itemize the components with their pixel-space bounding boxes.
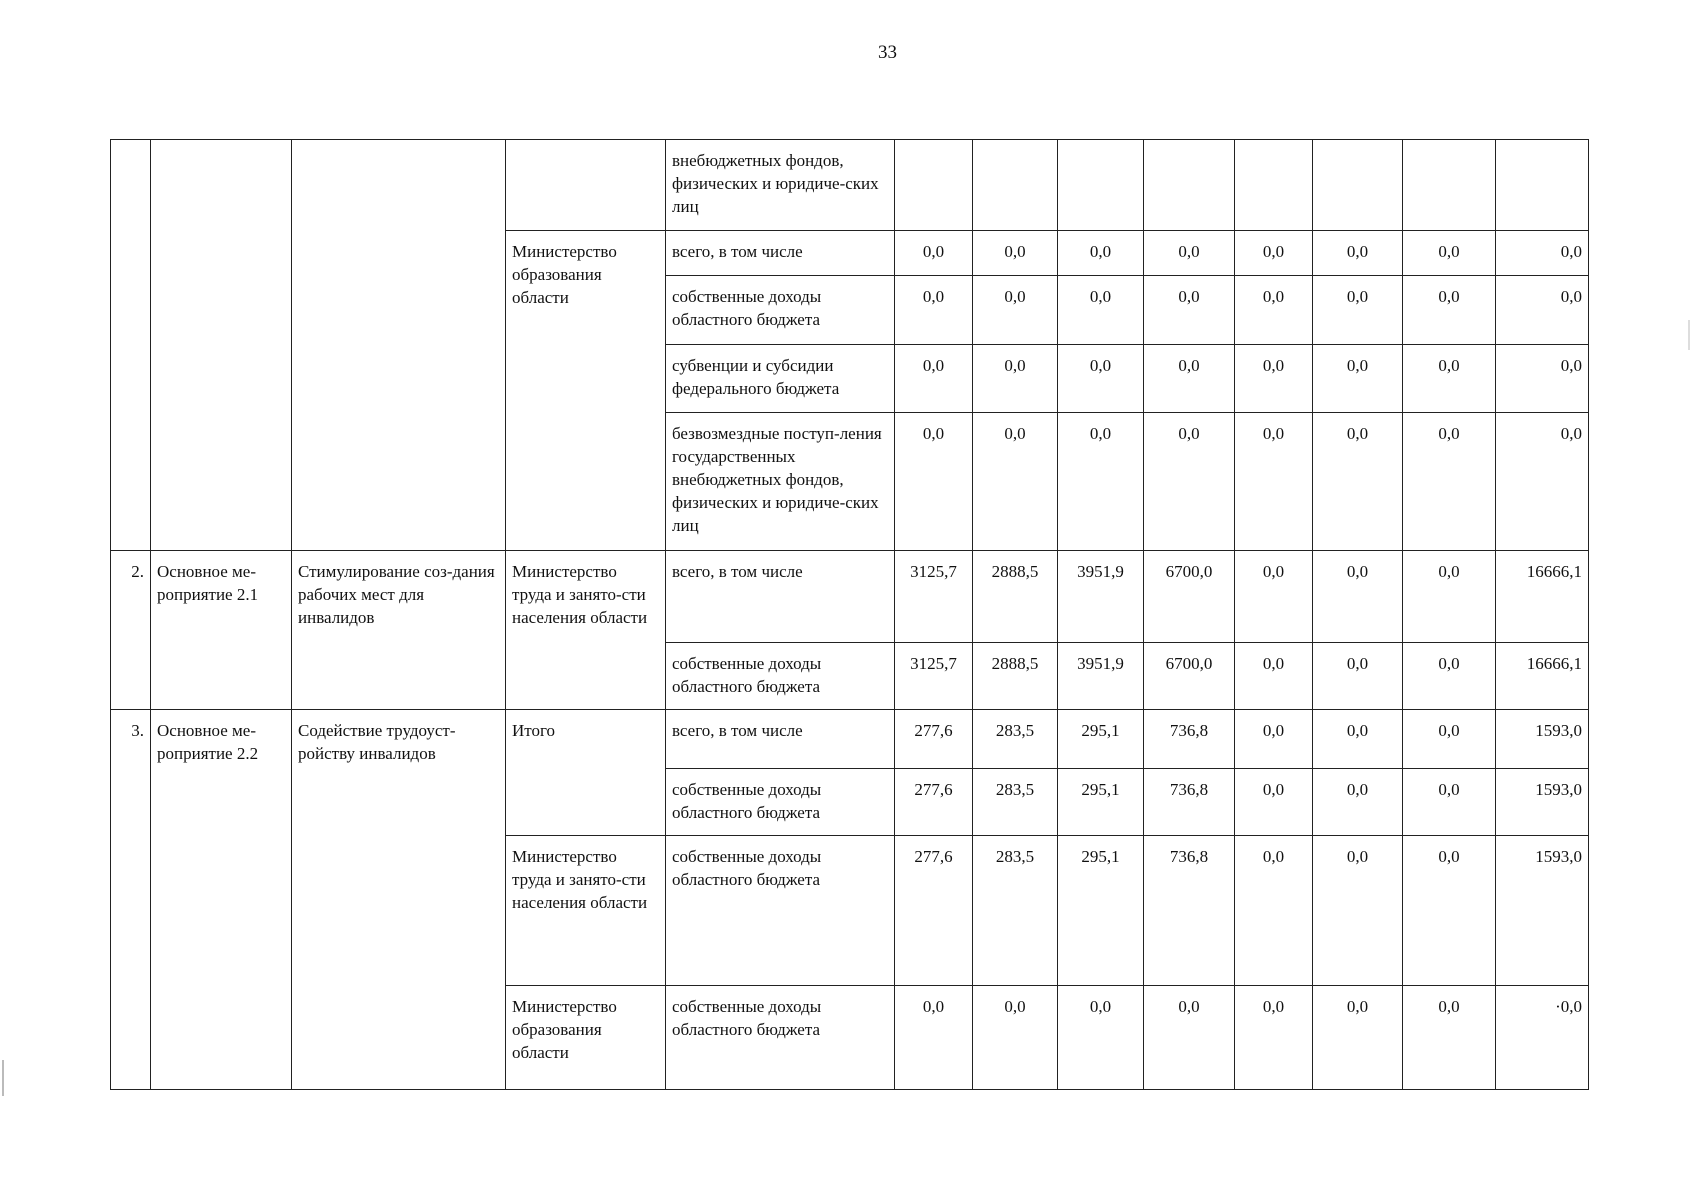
value-cell: 0,0 — [895, 413, 973, 551]
source-cell: собственные доходы областного бюджета — [666, 836, 895, 986]
value-cell: 0,0 — [1235, 710, 1313, 769]
value-cell: 0,0 — [1058, 231, 1144, 276]
value-cell: 0,0 — [1235, 643, 1313, 710]
total-cell: ·0,0 — [1496, 986, 1589, 1090]
value-cell: 736,8 — [1144, 710, 1235, 769]
index-cell — [111, 140, 151, 551]
executor-cell: Министерство труда и занято-сти населения области — [506, 836, 666, 986]
value-cell: 0,0 — [1144, 986, 1235, 1090]
page-number: 33 — [878, 42, 897, 63]
value-cell: 0,0 — [1235, 276, 1313, 345]
value-cell: 3125,7 — [895, 551, 973, 643]
value-cell: 0,0 — [1403, 345, 1496, 413]
value-cell: 3951,9 — [1058, 551, 1144, 643]
value-cell: 295,1 — [1058, 710, 1144, 769]
value-cell: 6700,0 — [1144, 643, 1235, 710]
value-cell: 736,8 — [1144, 769, 1235, 836]
value-cell: 0,0 — [1403, 643, 1496, 710]
value-cell — [895, 140, 973, 231]
value-cell: 0,0 — [1313, 551, 1403, 643]
name-cell: Стимулирование соз-дания рабочих мест для инвалидов — [292, 551, 506, 710]
value-cell: 277,6 — [895, 836, 973, 986]
value-cell: 0,0 — [1403, 986, 1496, 1090]
source-cell: собственные доходы областного бюджета — [666, 986, 895, 1090]
value-cell: 0,0 — [1313, 986, 1403, 1090]
index-cell: 2. — [111, 551, 151, 710]
value-cell: 295,1 — [1058, 769, 1144, 836]
value-cell: 0,0 — [1235, 413, 1313, 551]
value-cell: 0,0 — [895, 345, 973, 413]
executor-cell: Министерство образования области — [506, 986, 666, 1090]
value-cell: 0,0 — [1144, 231, 1235, 276]
source-cell: субвенции и субсидии федерального бюджета — [666, 345, 895, 413]
table-row — [111, 551, 1589, 643]
value-cell: 0,0 — [895, 276, 973, 345]
value-cell: 0,0 — [973, 413, 1058, 551]
name-cell: Содействие трудоуст-ройству инвалидов — [292, 710, 506, 1090]
value-cell: 0,0 — [1403, 551, 1496, 643]
value-cell: 0,0 — [1313, 276, 1403, 345]
value-cell: 736,8 — [1144, 836, 1235, 986]
value-cell: 0,0 — [1235, 231, 1313, 276]
value-cell: 0,0 — [1235, 836, 1313, 986]
value-cell: 6700,0 — [1144, 551, 1235, 643]
value-cell: 0,0 — [1235, 769, 1313, 836]
source-cell: всего, в том числе — [666, 551, 895, 643]
table-row — [111, 140, 1589, 231]
value-cell — [1058, 140, 1144, 231]
value-cell: 0,0 — [895, 986, 973, 1090]
value-cell — [973, 140, 1058, 231]
value-cell: 0,0 — [1235, 986, 1313, 1090]
total-cell: 1593,0 — [1496, 710, 1589, 769]
value-cell: 0,0 — [973, 986, 1058, 1090]
value-cell: 0,0 — [1403, 231, 1496, 276]
source-cell: внебюджетных фондов, физических и юридиче-ских лиц — [666, 140, 895, 231]
value-cell: 0,0 — [1313, 769, 1403, 836]
value-cell — [1403, 140, 1496, 231]
value-cell: 0,0 — [895, 231, 973, 276]
value-cell: 0,0 — [1313, 413, 1403, 551]
value-cell: 0,0 — [1403, 413, 1496, 551]
table-row — [111, 710, 1589, 769]
source-cell: собственные доходы областного бюджета — [666, 643, 895, 710]
value-cell: 277,6 — [895, 710, 973, 769]
source-cell: безвозмездные поступ-ления государственных внебюджетных фондов, физических и юридиче-ских лиц — [666, 413, 895, 551]
value-cell: 283,5 — [973, 836, 1058, 986]
value-cell: 0,0 — [1058, 345, 1144, 413]
value-cell: 0,0 — [1144, 413, 1235, 551]
value-cell: 283,5 — [973, 769, 1058, 836]
source-cell: всего, в том числе — [666, 710, 895, 769]
source-cell: собственные доходы областного бюджета — [666, 769, 895, 836]
budget-table — [110, 139, 1589, 1090]
scan-mark — [2, 1060, 4, 1096]
value-cell: 0,0 — [1144, 345, 1235, 413]
executor-cell: Итого — [506, 710, 666, 836]
table-body — [111, 140, 1589, 1090]
total-cell: 16666,1 — [1496, 643, 1589, 710]
value-cell: 0,0 — [1235, 551, 1313, 643]
value-cell: 3125,7 — [895, 643, 973, 710]
executor-cell: Министерство труда и занято-сти населения области — [506, 551, 666, 710]
event-cell — [151, 140, 292, 551]
executor-cell: Министерство образования области — [506, 231, 666, 551]
executor-cell — [506, 140, 666, 231]
value-cell: 0,0 — [973, 231, 1058, 276]
value-cell: 0,0 — [1058, 986, 1144, 1090]
index-cell: 3. — [111, 710, 151, 1090]
value-cell: 0,0 — [1235, 345, 1313, 413]
value-cell: 0,0 — [973, 345, 1058, 413]
source-cell: всего, в том числе — [666, 231, 895, 276]
value-cell: 0,0 — [1313, 836, 1403, 986]
name-cell — [292, 140, 506, 551]
value-cell: 0,0 — [1313, 710, 1403, 769]
total-cell: 0,0 — [1496, 413, 1589, 551]
value-cell: 295,1 — [1058, 836, 1144, 986]
total-cell: 0,0 — [1496, 345, 1589, 413]
value-cell: 2888,5 — [973, 643, 1058, 710]
value-cell: 0,0 — [1058, 276, 1144, 345]
value-cell: 0,0 — [1313, 231, 1403, 276]
total-cell: 16666,1 — [1496, 551, 1589, 643]
value-cell: 0,0 — [1313, 643, 1403, 710]
value-cell: 283,5 — [973, 710, 1058, 769]
event-cell: Основное ме-роприятие 2.1 — [151, 551, 292, 710]
value-cell: 0,0 — [1403, 710, 1496, 769]
value-cell: 3951,9 — [1058, 643, 1144, 710]
value-cell: 2888,5 — [973, 551, 1058, 643]
total-cell: 0,0 — [1496, 231, 1589, 276]
event-cell: Основное ме-роприятие 2.2 — [151, 710, 292, 1090]
value-cell: 277,6 — [895, 769, 973, 836]
value-cell: 0,0 — [973, 276, 1058, 345]
source-cell: собственные доходы областного бюджета — [666, 276, 895, 345]
total-cell — [1496, 140, 1589, 231]
value-cell: 0,0 — [1313, 345, 1403, 413]
value-cell — [1313, 140, 1403, 231]
total-cell: 0,0 — [1496, 276, 1589, 345]
value-cell: 0,0 — [1403, 836, 1496, 986]
total-cell: 1593,0 — [1496, 769, 1589, 836]
value-cell: 0,0 — [1144, 276, 1235, 345]
value-cell: 0,0 — [1403, 276, 1496, 345]
value-cell: 0,0 — [1058, 413, 1144, 551]
scan-mark — [1688, 320, 1690, 350]
value-cell: 0,0 — [1403, 769, 1496, 836]
value-cell — [1235, 140, 1313, 231]
total-cell: 1593,0 — [1496, 836, 1589, 986]
value-cell — [1144, 140, 1235, 231]
